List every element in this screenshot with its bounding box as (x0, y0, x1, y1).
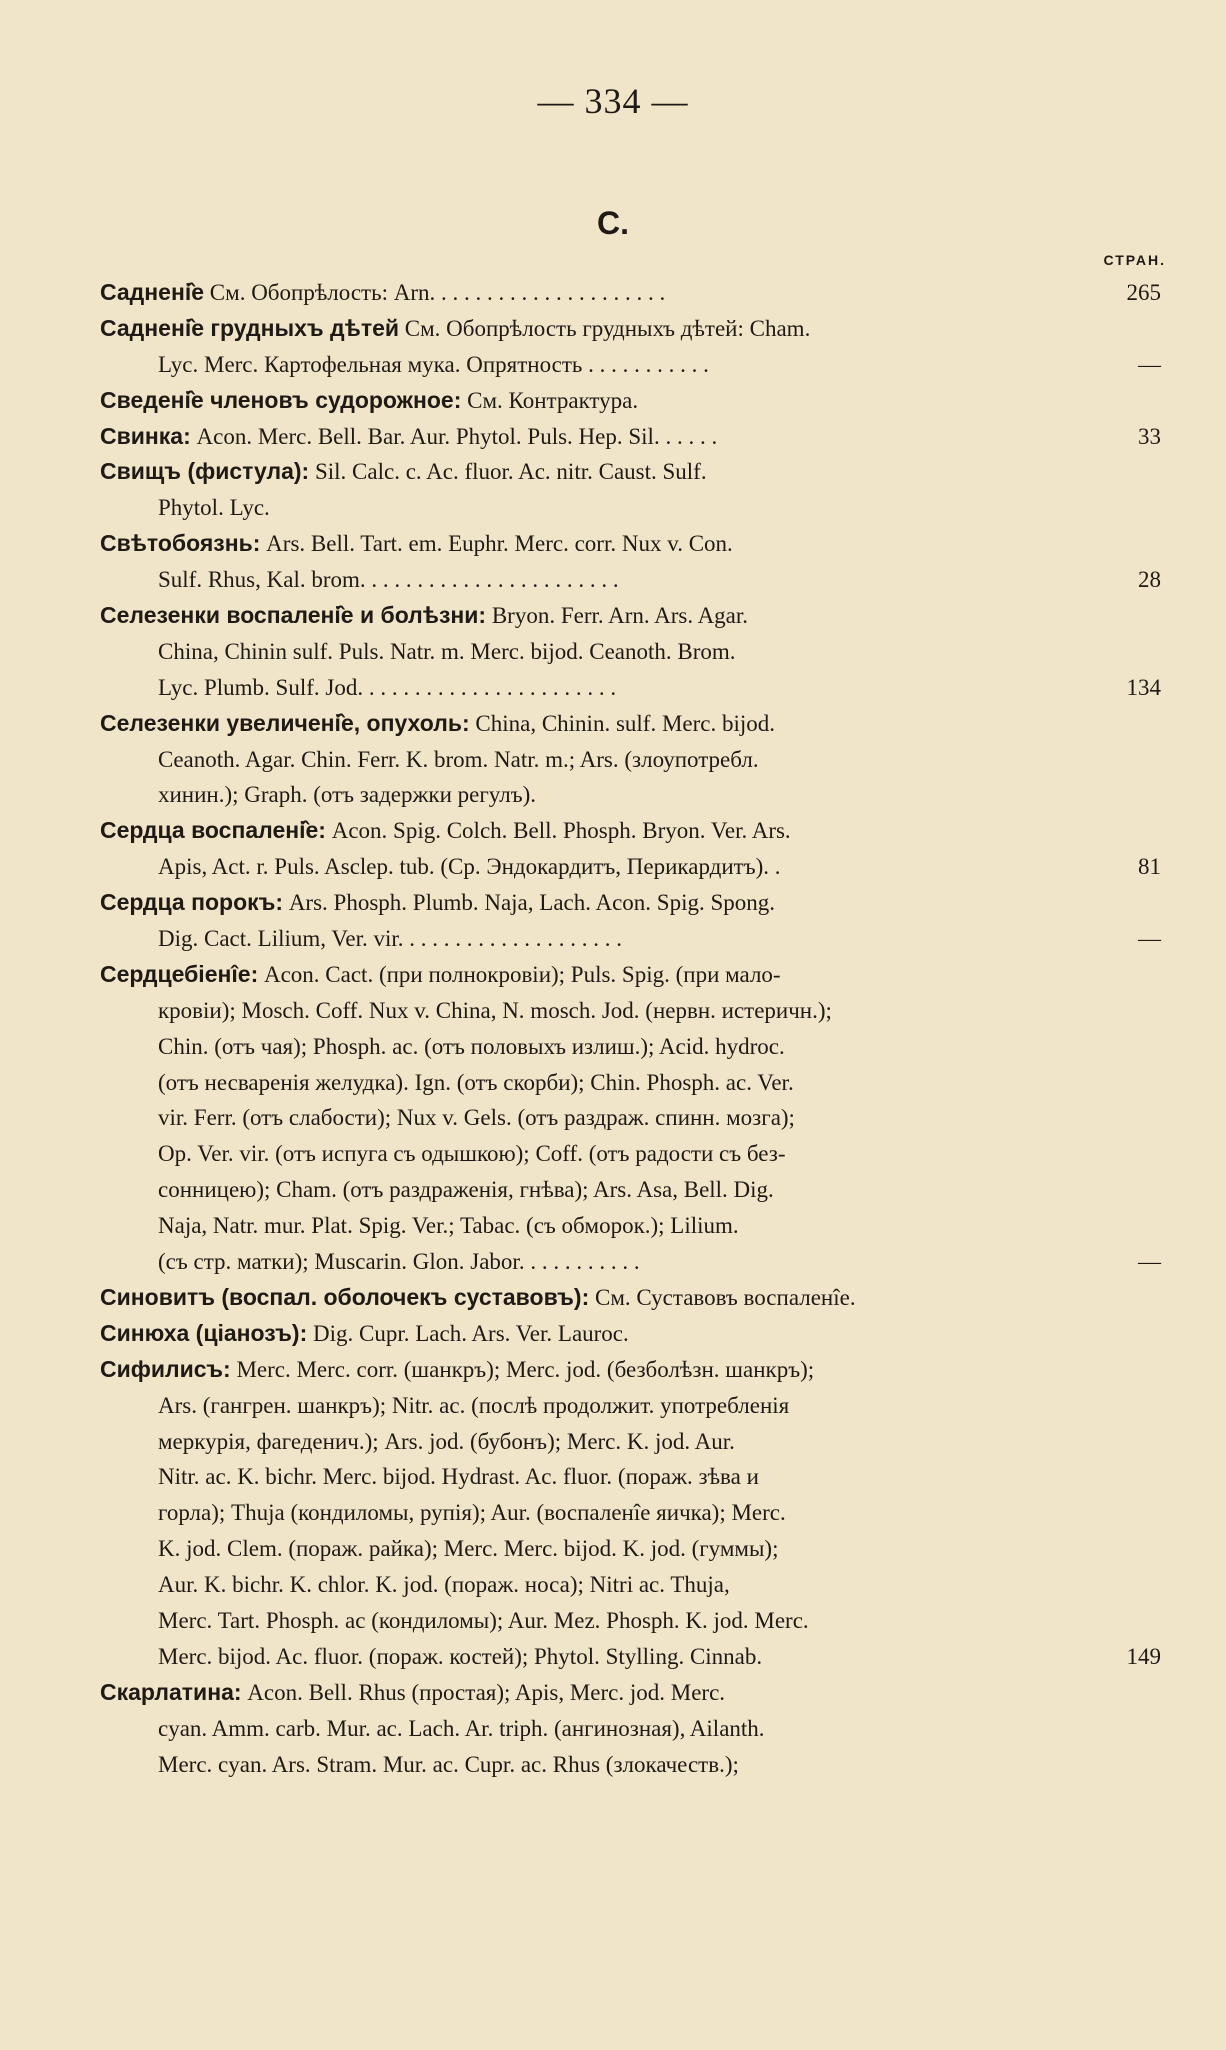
entry-continuation-line (100, 1495, 1165, 1531)
index-entry (100, 813, 1165, 885)
entry-continuation-line (100, 1208, 1165, 1244)
entry-text: Merc. bijod. Ac. fluor. (пораж. костей); Phytol. Stylling. Cinnab. (158, 1643, 763, 1669)
entry-heading: Селезенки увеличені̂е, опухоль: (100, 709, 470, 736)
entry-heading: Синюха (цiанозъ): (100, 1319, 308, 1346)
entry-text: См. Суставовъ воспаленîе. (594, 1284, 856, 1310)
entry-heading: Сифилисъ: (100, 1355, 231, 1382)
entry-text: Chin. (отъ чая); Phosph. ac. (отъ половыхъ излиш.); Acid. hydroc. (158, 1033, 785, 1059)
entry-text: Acon. Bell. Rhus (простая); Apis, Merc. jod. Merc. (247, 1679, 726, 1705)
entry-page-number: 81 (1138, 854, 1161, 880)
entry-text: См. Обопрѣлость: Arn. . . . . . . . . . . . . . . . . . . . . (209, 280, 666, 305)
entry-first-line (100, 1280, 1165, 1316)
entry-heading: Свищъ (фистула): (100, 458, 310, 485)
entry-heading: Сердцебiенîе: (100, 960, 259, 987)
entry-page-number: 28 (1138, 567, 1161, 593)
entry-text: Acon. Spig. Colch. Bell. Phosph. Bryon. Ver. Ars. (331, 818, 791, 844)
entry-first-line (100, 275, 1165, 311)
entry-continuation-line (100, 1424, 1165, 1460)
entry-continuation-line (100, 1639, 1165, 1675)
index-entry (100, 526, 1165, 598)
entry-text: Bryon. Ferr. Arn. Ars. Agar. (491, 603, 749, 629)
entry-heading: Сведені̂е членовъ судорожное: (100, 386, 462, 413)
entry-first-line (100, 957, 1165, 993)
entry-text: (отъ несваренiя желудка). Ign. (отъ скорби); Chin. Phosph. ac. Ver. (158, 1069, 794, 1095)
entry-first-line (100, 706, 1165, 742)
entry-page-number: — (1138, 926, 1161, 952)
entry-heading: Сердца порокъ: (100, 889, 284, 916)
entry-text: Ars. (гангрен. шанкръ); Nitr. ac. (послѣ продолжит. употребленiя (158, 1392, 790, 1418)
entry-heading: Саднені̂е (100, 279, 205, 305)
entry-text: Op. Ver. vir. (отъ испуга съ одышкою); Coff. (отъ радости съ без- (158, 1141, 786, 1167)
entry-first-line (100, 526, 1165, 562)
entry-continuation-line (100, 993, 1165, 1029)
entry-continuation-line (100, 490, 1165, 526)
entry-continuation-line (100, 1029, 1165, 1065)
entry-text: China, Chinin sulf. Puls. Natr. m. Merc. bijod. Ceanoth. Brom. (158, 638, 736, 664)
entry-first-line (100, 1675, 1165, 1711)
entry-text: Ars. Phosph. Plumb. Naja, Lach. Acon. Spig. Spong. (288, 890, 776, 916)
index-entry (100, 1675, 1165, 1783)
entry-text: См. Контрактура. (467, 387, 639, 413)
entry-text: Ars. Bell. Tart. em. Euphr. Merc. corr. Nux v. Con. (266, 531, 733, 557)
entry-continuation-line (100, 1711, 1165, 1747)
entry-text: Merc. Tart. Phosph. ac (кондиломы); Aur. Mez. Phosph. K. jod. Merc. (158, 1607, 809, 1633)
index-entries (100, 275, 1165, 1782)
entry-continuation-line (100, 1244, 1165, 1280)
index-entry (100, 598, 1165, 706)
entry-page-number: — (1138, 351, 1161, 377)
entry-continuation-line (100, 347, 1165, 383)
section-letter: С. (597, 205, 629, 241)
entry-continuation-line (100, 1747, 1165, 1783)
entry-text: меркурiя, фагеденич.); Ars. jod. (бубонъ); Merc. K. jod. Aur. (158, 1428, 735, 1454)
entry-heading: Сердца воспалені̂е: (100, 817, 326, 844)
index-entry (100, 275, 1165, 311)
entry-continuation-line (100, 1459, 1165, 1495)
entry-text: cyan. Amm. carb. Mur. ac. Lach. Ar. triph. (ангинозная), Ailanth. (158, 1715, 765, 1741)
entry-page-number: 265 (1126, 280, 1161, 305)
entry-text: China, Chinin. sulf. Merc. bijod. (475, 710, 776, 736)
entry-continuation-line (100, 921, 1165, 957)
index-entry (100, 454, 1165, 526)
entry-text: Nitr. ac. K. bichr. Merc. bijod. Hydrast. Ac. fluor. (пораж. зѣва и (158, 1464, 759, 1490)
entry-continuation-line (100, 562, 1165, 598)
entry-text: кровiи); Mosch. Coff. Nux v. China, N. mosch. Jod. (нервн. истеричн.); (158, 997, 832, 1023)
entry-continuation-line (100, 634, 1165, 670)
entry-text: Merc. cyan. Ars. Stram. Mur. ac. Cupr. ac. Rhus (злокачеств.); (158, 1751, 739, 1777)
entry-text: Lyc. Plumb. Sulf. Jod. . . . . . . . . . . . . . . . . . . . . . . (158, 674, 617, 700)
entry-continuation-line (100, 777, 1165, 813)
entry-continuation-line (100, 742, 1165, 778)
entry-heading: Скарлатина: (100, 1678, 242, 1705)
entry-continuation-line (100, 1136, 1165, 1172)
entry-page-number: 134 (1126, 674, 1161, 700)
entry-first-line (100, 598, 1165, 634)
entry-continuation-line (100, 1065, 1165, 1101)
entry-continuation-line (100, 849, 1165, 885)
entry-heading: Селезенки воспалені̂е и болѣзни: (100, 602, 487, 629)
index-entry (100, 885, 1165, 957)
entry-text: См. Обопрѣлость грудныхъ дѣтей: Cham. (404, 315, 811, 341)
index-entry (100, 383, 1165, 419)
entry-text: Sil. Calc. c. Ac. fluor. Ac. nitr. Caust. Sulf. (314, 459, 707, 485)
entry-first-line (100, 419, 1165, 455)
entry-page-number: 33 (1138, 423, 1161, 449)
entry-first-line (100, 1352, 1165, 1388)
page-number: — 334 — (537, 81, 689, 121)
index-entry (100, 1316, 1165, 1352)
entry-text: хинин.); Graph. (отъ задержки регулъ). (158, 782, 537, 808)
entry-continuation-line (100, 1567, 1165, 1603)
index-entry (100, 419, 1165, 455)
index-entry (100, 1280, 1165, 1316)
entry-text: Apis, Act. r. Puls. Asclep. tub. (Ср. Эндокардитъ, Перикардитъ). . (158, 854, 781, 880)
entry-text: горла); Thuja (кондиломы, рупiя); Aur. (воспаленîе яичка); Merc. (158, 1500, 786, 1526)
entry-text: Lyc. Merc. Картофельная мука. Опрятность . . . . . . . . . . . (158, 351, 709, 377)
entry-first-line (100, 383, 1165, 419)
entry-text: Aur. K. bichr. K. chlor. K. jod. (пораж. носа); Nitri ac. Thuja, (158, 1572, 730, 1598)
entry-page-number: — (1138, 1249, 1161, 1275)
page-column-header: СТРАН. (1103, 252, 1166, 268)
entry-continuation-line (100, 1172, 1165, 1208)
entry-text: Merc. Merc. corr. (шанкръ); Merc. jod. (безболѣзн. шанкръ); (236, 1356, 815, 1382)
entry-text: Acon. Merc. Bell. Bar. Aur. Phytol. Puls. Hep. Sil. . . . . . (196, 423, 718, 449)
entry-heading: Свѣтобоязнь: (100, 530, 261, 557)
index-entry (100, 957, 1165, 1280)
index-entry (100, 706, 1165, 814)
entry-text: Dig. Cupr. Lach. Ars. Ver. Lauroc. (313, 1320, 629, 1346)
entry-text: Ceanoth. Agar. Chin. Ferr. K. brom. Natr. m.; Ars. (злоупотребл. (158, 746, 759, 772)
entry-page-number: 149 (1126, 1643, 1161, 1669)
entry-text: (съ стр. матки); Muscarin. Glon. Jabor. . . . . . . . . . . (158, 1249, 640, 1275)
entry-text: Dig. Cact. Lilium, Ver. vir. . . . . . . . . . . . . . . . . . . . (158, 926, 623, 952)
entry-text: Naja, Natr. mur. Plat. Spig. Ver.; Tabac. (съ обморок.); Lilium. (158, 1213, 739, 1239)
entry-text: сонницею); Cham. (отъ раздраженiя, гнѣва); Ars. Asa, Bell. Dig. (158, 1177, 774, 1203)
entry-text: vir. Ferr. (отъ слабости); Nux v. Gels. (отъ раздраж. спинн. мозга); (158, 1105, 795, 1131)
entry-heading: Свинка: (100, 422, 191, 449)
entry-first-line (100, 813, 1165, 849)
index-entry (100, 311, 1165, 383)
entry-continuation-line (100, 670, 1165, 706)
entry-continuation-line (100, 1531, 1165, 1567)
entry-first-line (100, 311, 1165, 347)
entry-continuation-line (100, 1388, 1165, 1424)
entry-heading: Саднені̂е грудныхъ дѣтей (100, 314, 400, 341)
entry-text: Phytol. Lyc. (158, 495, 270, 521)
entry-first-line (100, 454, 1165, 490)
index-entry (100, 1352, 1165, 1675)
entry-text: K. jod. Clem. (пораж. райка); Merc. Merc. bijod. K. jod. (гуммы); (158, 1536, 779, 1562)
entry-continuation-line (100, 1603, 1165, 1639)
entry-continuation-line (100, 1100, 1165, 1136)
entry-text: Sulf. Rhus, Kal. brom. . . . . . . . . . . . . . . . . . . . . . . (158, 567, 619, 593)
entry-text: Acon. Cact. (при полнокровiи); Puls. Spig. (при мало- (263, 961, 781, 987)
entry-first-line (100, 1316, 1165, 1352)
entry-heading: Синовитъ (воспал. оболочекъ суставовъ): (100, 1283, 590, 1310)
entry-first-line (100, 885, 1165, 921)
